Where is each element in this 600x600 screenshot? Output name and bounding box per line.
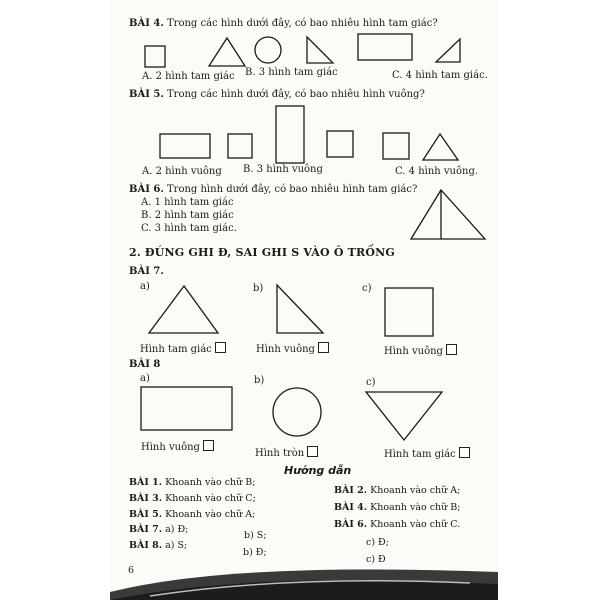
bai8-label: BÀI 8 [129, 359, 161, 370]
guide-bai2-label: BÀI 2. [334, 485, 368, 496]
guide-bai4-label: BÀI 4. [334, 502, 368, 513]
bai4-option-b[interactable]: B. 3 hình tam giác [245, 67, 338, 78]
bai4-label: BÀI 4. [129, 18, 164, 29]
bai5-option-b[interactable]: B. 3 hình vuông [243, 164, 323, 175]
bai5-option-a[interactable]: A. 2 hình vuông [142, 166, 222, 177]
bai6-option-b[interactable]: B. 2 hình tam giác [141, 210, 234, 221]
guide-bai2-text: Khoanh vào chữ A; [370, 485, 461, 496]
guide-bai7-b: b) S; [244, 530, 267, 541]
bai7-caption-a-text: Hình tam giác [140, 344, 212, 355]
guide-bai8-a: a) S; [165, 540, 188, 551]
bai6-question-text: Trong hình dưới đây, có bao nhiêu hình tam giác? [167, 184, 418, 195]
bai7-a-label: a) [140, 281, 150, 292]
guide-bai7-a: a) Đ; [165, 524, 189, 535]
guide-bai5-text: Khoanh vào chữ A; [165, 509, 256, 520]
bai8-caption-b-text: Hình tròn [255, 448, 305, 459]
guide-bai3-label: BÀI 3. [129, 493, 163, 504]
bai7-b-label: b) [253, 283, 264, 294]
guide-bai8-c: c) Đ [366, 554, 386, 565]
bai4-question-text: Trong các hình dưới đây, có bao nhiêu hình tam giác? [167, 18, 438, 29]
guide-bai7-label: BÀI 7. [129, 524, 163, 535]
bai6-option-c[interactable]: C. 3 hình tam giác. [141, 223, 237, 234]
bai8-c-label: c) [366, 377, 376, 388]
bai5-label: BÀI 5. [129, 89, 164, 100]
bai8-a-label: a) [140, 373, 150, 384]
bai8-b-label: b) [254, 375, 265, 386]
bai7-caption-c-text: Hình vuông [384, 346, 443, 357]
bai4-option-a[interactable]: A. 2 hình tam giác [142, 71, 235, 82]
guide-bai8-b: b) Đ; [243, 547, 267, 558]
guide-bai6-text: Khoanh vào chữ C. [370, 519, 461, 530]
bai6-label: BÀI 6. [129, 184, 164, 195]
bai5-option-c[interactable]: C. 4 hình vuông. [395, 166, 479, 177]
guide-bai7-c: c) Đ; [366, 537, 389, 548]
bai4-option-c[interactable]: C. 4 hình tam giác. [392, 70, 488, 81]
section-2-title: 2. ĐÚNG GHI Đ, SAI GHI S VÀO Ô TRỐNG [129, 246, 396, 259]
bai8-caption-c-text: Hình tam giác [384, 449, 456, 460]
guide-bai3-text: Khoanh vào chữ C; [165, 493, 256, 504]
guide-title: Hướng dẫn [284, 464, 352, 477]
bai7-c-label: c) [362, 283, 372, 294]
guide-bai8-label: BÀI 8. [129, 540, 163, 551]
bai5-question-text: Trong các hình dưới đây, có bao nhiêu hình vuông? [167, 89, 425, 100]
guide-bai4-text: Khoanh vào chữ B; [370, 502, 461, 513]
guide-bai6-label: BÀI 6. [334, 519, 368, 530]
guide-bai5-label: BÀI 5. [129, 509, 163, 520]
page-number: 6 [128, 565, 135, 576]
bai8-caption-a-text: Hình vuông [141, 442, 200, 453]
bai7-label: BÀI 7. [129, 266, 164, 277]
guide-bai1-label: BÀI 1. [129, 477, 163, 488]
bai7-caption-b-text: Hình vuông [256, 344, 315, 355]
bai6-option-a[interactable]: A. 1 hình tam giác [141, 197, 234, 208]
guide-bai1-text: Khoanh vào chữ B; [165, 477, 256, 488]
